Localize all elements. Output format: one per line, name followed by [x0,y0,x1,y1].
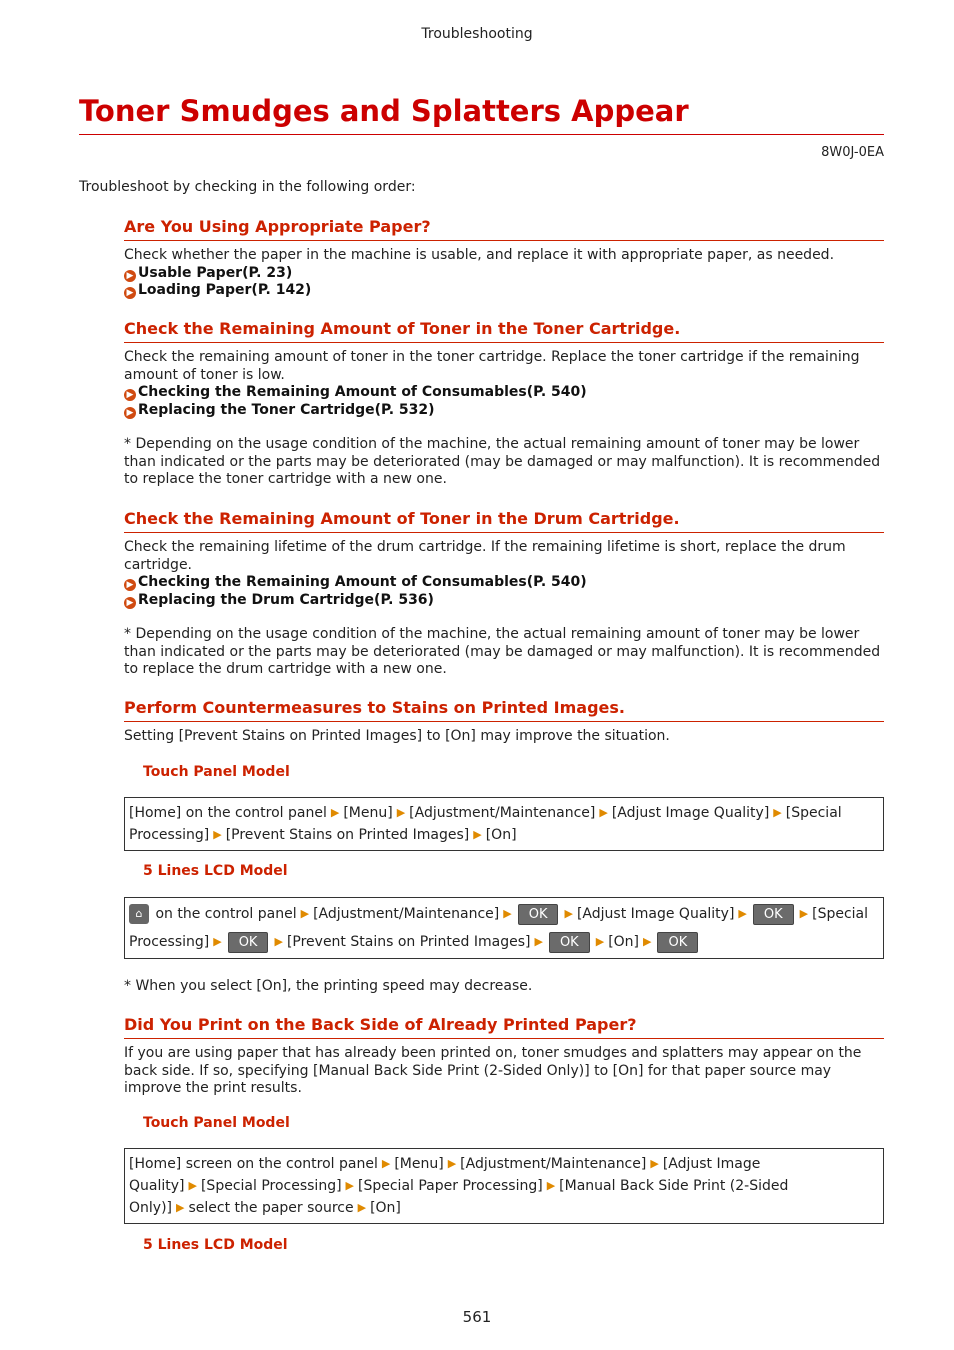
arrow-right-icon: ▶ [188,1179,197,1192]
page-title: Toner Smudges and Splatters Appear [79,92,884,135]
section-text: Setting [Prevent Stains on Printed Images] to [On] may improve the situation. [124,728,670,744]
link-replacing-drum[interactable]: ▶ Replacing the Drum Cartridge(P. 536) [124,592,884,610]
arrow-right-icon: ▶ [599,806,608,819]
arrow-right-icon: ▶ [274,935,283,948]
arrow-circle-icon: ▶ [124,597,136,609]
arrow-right-icon: ▶ [176,1201,185,1214]
arrow-right-icon: ▶ [773,806,782,819]
arrow-right-icon: ▶ [799,907,809,920]
arrow-circle-icon: ▶ [124,579,136,591]
section-note: * Depending on the usage condition of the machine, the actual remaining amount of toner may be lower than indicated or the parts may be deteriorated (may be damaged or may malfunction). It is recommended to replace the toner cartridge with a new one. [124,436,881,487]
page-number: 561 [462,1308,492,1326]
touch-panel-steps: [Home] on the control panel ▶ [Menu] ▶ [Adjustment/Maintenance] ▶ [Adjust Image Quality] ▶ [Special Processing] ▶ [Prevent Stains on Printed Images] ▶ [On] [124,797,884,851]
arrow-right-icon: ▶ [213,828,222,841]
ok-button-icon: OK [753,904,794,925]
section-title-drum-cartridge: Check the Remaining Amount of Toner in the Drum Cartridge. [124,509,884,533]
arrow-right-icon: ▶ [473,828,482,841]
lcd-model-label: 5 Lines LCD Model [143,1237,288,1253]
arrow-right-icon: ▶ [213,935,222,948]
section-body-drum-cartridge [124,539,884,679]
section-note: * Depending on the usage condition of the machine, the actual remaining amount of toner may be lower than indicated or the parts may be deteriorated (may be damaged or may malfunction). It is recommended to replace the drum cartridge with a new one. [124,626,881,677]
touch-panel-steps: [Home] screen on the control panel ▶ [Menu] ▶ [Adjustment/Maintenance] ▶ [Adjust Image Quality] ▶ [Special Processing] ▶ [Special Paper Processing] ▶ [Manual Back Side Print (2-Sided Only)] ▶ select the paper source ▶ [On] [124,1148,884,1224]
intro-text: Troubleshoot by checking in the following order: [79,179,416,195]
arrow-right-icon: ▶ [595,935,605,948]
arrow-right-icon: ▶ [738,907,747,920]
section-body-toner-cartridge [124,349,884,489]
link-checking-consumables[interactable]: ▶ Checking the Remaining Amount of Consumables(P. 540) [124,384,884,402]
section-title-stains: Perform Countermeasures to Stains on Printed Images. [124,698,884,722]
home-icon: ⌂ [129,904,149,924]
arrow-right-icon: ▶ [534,935,543,948]
section-text: If you are using paper that has already been printed on, toner smudges and splatters may appear on the back side. If so, specifying [Manual Back Side Print (2-Sided Only)] to [On] for that paper source may improve the print results. [124,1045,862,1096]
arrow-right-icon: ▶ [357,1201,367,1214]
section-text: Check the remaining lifetime of the drum cartridge. If the remaining lifetime is short, replace the drum cartridge. [124,539,846,573]
section-note: * When you select [On], the printing speed may decrease. [124,978,533,994]
arrow-circle-icon: ▶ [124,270,136,282]
arrow-circle-icon: ▶ [124,407,136,419]
lcd-model-label: 5 Lines LCD Model [143,863,288,879]
arrow-right-icon: ▶ [381,1157,391,1170]
section-text: Check whether the paper in the machine is usable, and replace it with appropriate paper, as needed. [124,247,835,263]
arrow-right-icon: ▶ [564,907,573,920]
arrow-right-icon: ▶ [396,806,406,819]
arrow-right-icon: ▶ [546,1179,556,1192]
arrow-right-icon: ▶ [503,907,512,920]
arrow-circle-icon: ▶ [124,287,136,299]
document-id: 8W0J-0EA [821,145,884,160]
section-title-paper: Are You Using Appropriate Paper? [124,217,884,241]
arrow-right-icon: ▶ [447,1157,457,1170]
ok-button-icon: OK [518,904,559,925]
arrow-right-icon: ▶ [330,806,340,819]
touch-panel-label: Touch Panel Model [143,764,290,780]
touch-panel-label: Touch Panel Model [143,1115,290,1131]
arrow-right-icon: ▶ [345,1179,355,1192]
section-title-back-side: Did You Print on the Back Side of Already Printed Paper? [124,1015,884,1039]
running-header: Troubleshooting [421,26,533,42]
section-body-paper [124,247,884,300]
ok-button-icon: OK [549,932,590,953]
link-loading-paper[interactable]: ▶ Loading Paper(P. 142) [124,282,884,300]
link-replacing-toner[interactable]: ▶ Replacing the Toner Cartridge(P. 532) [124,402,884,420]
arrow-right-icon: ▶ [650,1157,659,1170]
section-text: Check the remaining amount of toner in the toner cartridge. Replace the toner cartridge if the remaining amount of toner is low. [124,349,860,383]
ok-button-icon: OK [657,932,698,953]
lcd-model-steps: ⌂ on the control panel ▶ [Adjustment/Maintenance] ▶ OK ▶ [Adjust Image Quality] ▶ OK ▶ [Special Processing] ▶ OK ▶ [Prevent Stains on Printed Images] ▶ OK ▶ [On] ▶ OK [124,897,884,959]
arrow-right-icon: ▶ [643,935,652,948]
link-usable-paper[interactable]: ▶ Usable Paper(P. 23) [124,265,884,283]
ok-button-icon: OK [228,932,269,953]
arrow-circle-icon: ▶ [124,389,136,401]
arrow-right-icon: ▶ [300,907,310,920]
section-title-toner-cartridge: Check the Remaining Amount of Toner in the Toner Cartridge. [124,319,884,343]
link-checking-consumables[interactable]: ▶ Checking the Remaining Amount of Consumables(P. 540) [124,574,884,592]
